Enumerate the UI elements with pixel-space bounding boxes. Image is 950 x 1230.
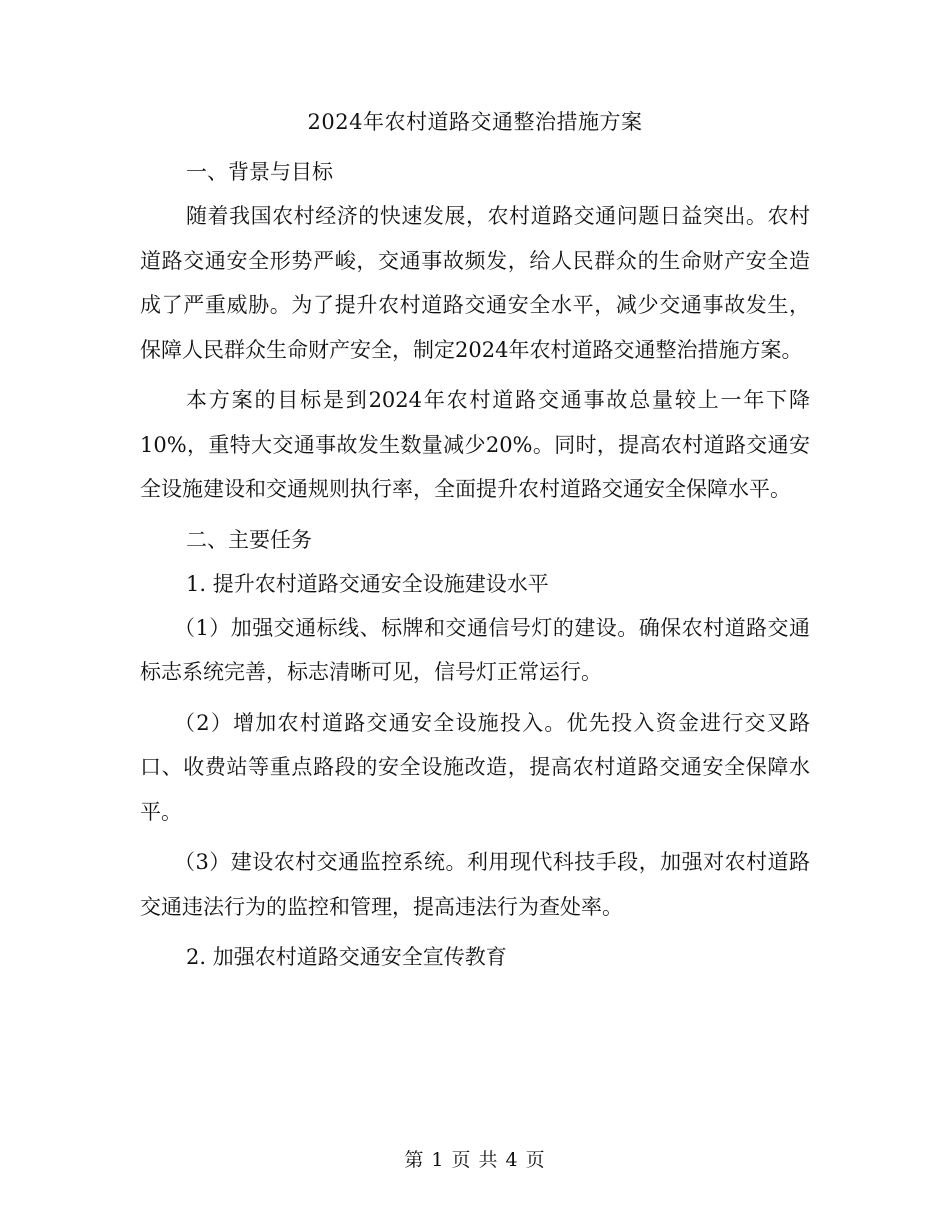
subsection-heading-facilities: 1. 提升农村道路交通安全设施建设水平	[186, 571, 549, 596]
document-body	[140, 98, 810, 979]
section-heading-main-tasks: 二、主要任务	[186, 527, 312, 552]
list-item-monitoring: （3）建设农村交通监控系统。利用现代科技手段，加强对农村道路交通违法行为的监控和管理，提高违法行为查处率。	[140, 850, 810, 919]
page-number-footer: 第 1 页 共 4 页	[404, 1149, 546, 1171]
list-item-markings: （1）加强交通标线、标牌和交通信号灯的建设。确保农村道路交通标志系统完善，标志清晰可见，信号灯正常运行。	[140, 615, 810, 684]
paragraph-background: 随着我国农村经济的快速发展，农村道路交通问题日益突出。农村道路交通安全形势严峻，交通事故频发，给人民群众的生命财产安全造成了严重威胁。为了提升农村道路交通安全水平，减少交通事故发生，保障人民群众生命财产安全，制定2024年农村道路交通整治措施方案。	[140, 204, 810, 362]
paragraph-goals: 本方案的目标是到2024年农村道路交通事故总量较上一年下降10%，重特大交通事故发生数量减少20%。同时，提高农村道路交通安全设施建设和交通规则执行率，全面提升农村道路交通安全保障水平。	[140, 388, 810, 501]
document-title: 2024年农村道路交通整治措施方案	[307, 110, 643, 134]
list-item-investment: （2）增加农村道路交通安全设施投入。优先投入资金进行交叉路口、收费站等重点路段的安全设施改造，提高农村道路交通安全保障水平。	[140, 710, 810, 824]
section-heading-background: 一、背景与目标	[186, 160, 333, 184]
subsection-heading-education: 2. 加强农村道路交通安全宣传教育	[186, 945, 507, 969]
